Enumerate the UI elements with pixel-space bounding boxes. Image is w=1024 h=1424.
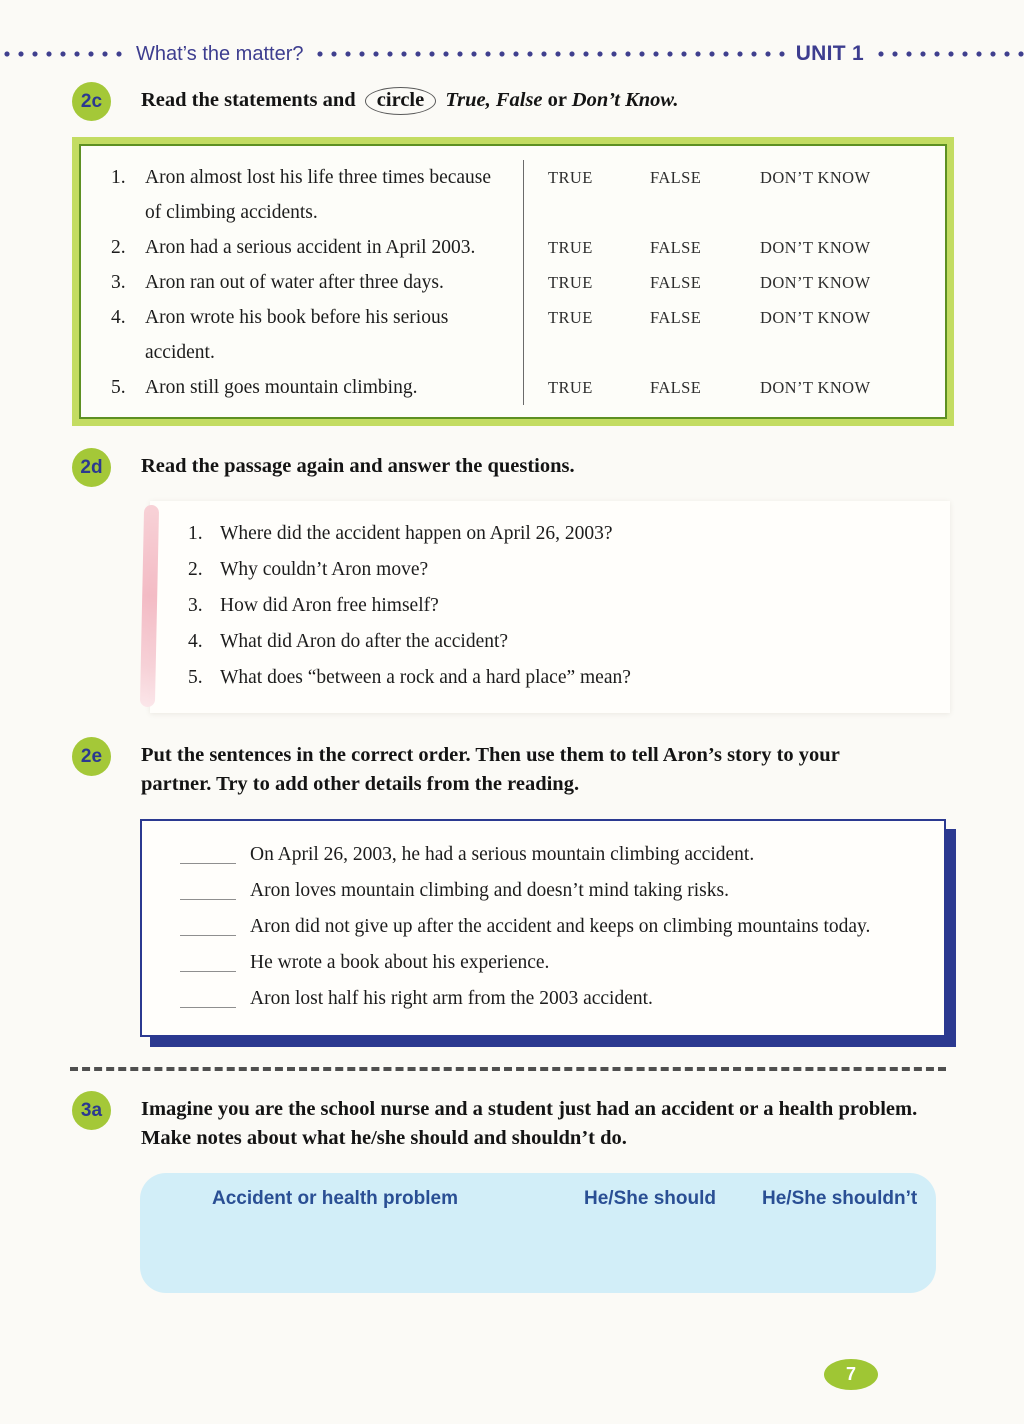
order-sentence	[180, 909, 926, 945]
notes-column-shouldnt: He/She shouldn’t	[762, 1188, 918, 1209]
statement-text: Aron ran out of water after three days.	[145, 272, 444, 293]
statement-number: 1.	[111, 167, 126, 188]
option-dont-know[interactable]: DON’T KNOW	[760, 273, 871, 292]
section-2c-heading	[141, 86, 678, 115]
question-number: 1.	[188, 523, 203, 544]
question-number: 5.	[188, 667, 203, 688]
statement-text: Aron wrote his book before his serious accident.	[145, 307, 449, 363]
heading-or: or	[547, 89, 567, 111]
question	[188, 552, 932, 588]
circle-annotation: circle	[365, 87, 436, 115]
order-blank-line[interactable]	[180, 873, 236, 900]
section-badge-2d: 2d	[72, 448, 111, 487]
answer-options	[523, 230, 945, 265]
question-number: 2.	[188, 559, 203, 580]
page-number-badge: 7	[824, 1359, 878, 1390]
questions-panel	[150, 501, 950, 713]
table-row	[81, 265, 945, 300]
section-badge-2c: 2c	[72, 82, 111, 121]
statement-number: 3.	[111, 272, 126, 293]
sentence-text: He wrote a book about his experience.	[250, 952, 550, 973]
option-dont-know[interactable]: DON’T KNOW	[760, 378, 871, 397]
question-text: Where did the accident happen on April 26, 2003?	[220, 523, 613, 544]
order-sentence	[180, 981, 926, 1017]
table-row	[81, 370, 945, 405]
order-blank-line[interactable]	[180, 981, 236, 1008]
heading-italic-true-false: True, False	[445, 89, 543, 111]
question-number: 4.	[188, 631, 203, 652]
page-header	[0, 42, 1024, 66]
section-2c	[0, 86, 1024, 121]
option-true[interactable]: TRUE	[548, 273, 593, 292]
option-false[interactable]: FALSE	[650, 238, 702, 257]
sentence-order-box	[140, 819, 946, 1037]
question-text: Why couldn’t Aron move?	[220, 559, 429, 580]
statement-number: 5.	[111, 377, 126, 398]
order-sentence	[180, 945, 926, 981]
notes-column-accident: Accident or health problem	[212, 1188, 458, 1209]
option-false[interactable]: FALSE	[650, 168, 702, 187]
unit-title: What’s the matter?	[136, 42, 304, 65]
table-row	[81, 160, 945, 230]
answer-options	[523, 300, 945, 370]
option-true[interactable]: TRUE	[548, 378, 593, 397]
question-text: How did Aron free himself?	[220, 595, 439, 616]
notes-table[interactable]	[140, 1173, 936, 1293]
table-row	[81, 230, 945, 265]
question	[188, 624, 932, 660]
section-3a	[0, 1095, 1024, 1153]
option-false[interactable]: FALSE	[650, 378, 702, 397]
option-dont-know[interactable]: DON’T KNOW	[760, 238, 871, 257]
answer-options	[523, 370, 945, 405]
option-dont-know[interactable]: DON’T KNOW	[760, 308, 871, 327]
notes-column-should: He/She should	[584, 1188, 716, 1209]
dotted-rule-right	[874, 49, 1024, 59]
sentence-text: Aron lost half his right arm from the 2003 accident.	[250, 988, 653, 1009]
sentence-text: Aron did not give up after the accident and keeps on climbing mountains today.	[250, 916, 871, 937]
option-true[interactable]: TRUE	[548, 168, 593, 187]
question-text: What does “between a rock and a hard place” mean?	[220, 667, 631, 688]
order-sentence	[180, 837, 926, 873]
statement-text: Aron almost lost his life three times because of climbing accidents.	[145, 167, 492, 223]
question-number: 3.	[188, 595, 203, 616]
option-dont-know[interactable]: DON’T KNOW	[760, 168, 871, 187]
workbook-page	[0, 42, 1024, 1424]
question	[188, 588, 932, 624]
section-badge-2e: 2e	[72, 737, 111, 776]
heading-text: Read the statements and	[141, 89, 356, 111]
statement-text: Aron still goes mountain climbing.	[145, 377, 418, 398]
statement	[81, 370, 523, 405]
answer-options	[523, 160, 945, 230]
statement	[81, 265, 523, 300]
statement-number: 4.	[111, 307, 126, 328]
unit-label: UNIT 1	[795, 42, 864, 65]
option-false[interactable]: FALSE	[650, 308, 702, 327]
order-sentence	[180, 873, 926, 909]
section-2e	[0, 741, 1024, 799]
heading-italic-dont-know: Don’t Know.	[571, 89, 679, 111]
section-2d-heading: Read the passage again and answer the questions.	[141, 455, 575, 477]
sentence-text: On April 26, 2003, he had a serious mountain climbing accident.	[250, 844, 755, 865]
order-blank-line[interactable]	[180, 909, 236, 936]
question-text: What did Aron do after the accident?	[220, 631, 509, 652]
section-2e-heading: Put the sentences in the correct order. Then use them to tell Aron’s story to your partner. Try to add other details from the reading.	[141, 744, 840, 795]
question	[188, 660, 932, 696]
option-true[interactable]: TRUE	[548, 238, 593, 257]
statement	[81, 230, 523, 265]
section-2d	[0, 452, 1024, 487]
table-row	[81, 300, 945, 370]
section-3a-heading: Imagine you are the school nurse and a student just had an accident or a health problem. Make notes about what he/she should and shouldn’t do.	[141, 1098, 918, 1149]
sentence-text: Aron loves mountain climbing and doesn’t mind taking risks.	[250, 880, 729, 901]
answer-options	[523, 265, 945, 300]
true-false-table	[72, 137, 954, 426]
statement	[81, 160, 523, 230]
dotted-rule-middle	[313, 49, 785, 59]
true-false-table-inner	[79, 144, 947, 419]
dotted-rule-left	[0, 49, 126, 59]
order-blank-line[interactable]	[180, 945, 236, 972]
section-badge-3a: 3a	[72, 1091, 111, 1130]
option-true[interactable]: TRUE	[548, 308, 593, 327]
question	[188, 516, 932, 552]
statement	[81, 300, 523, 370]
statement-text: Aron had a serious accident in April 2003.	[145, 237, 476, 258]
order-blank-line[interactable]	[180, 837, 236, 864]
statement-number: 2.	[111, 237, 126, 258]
dashed-divider	[70, 1067, 946, 1071]
option-false[interactable]: FALSE	[650, 273, 702, 292]
